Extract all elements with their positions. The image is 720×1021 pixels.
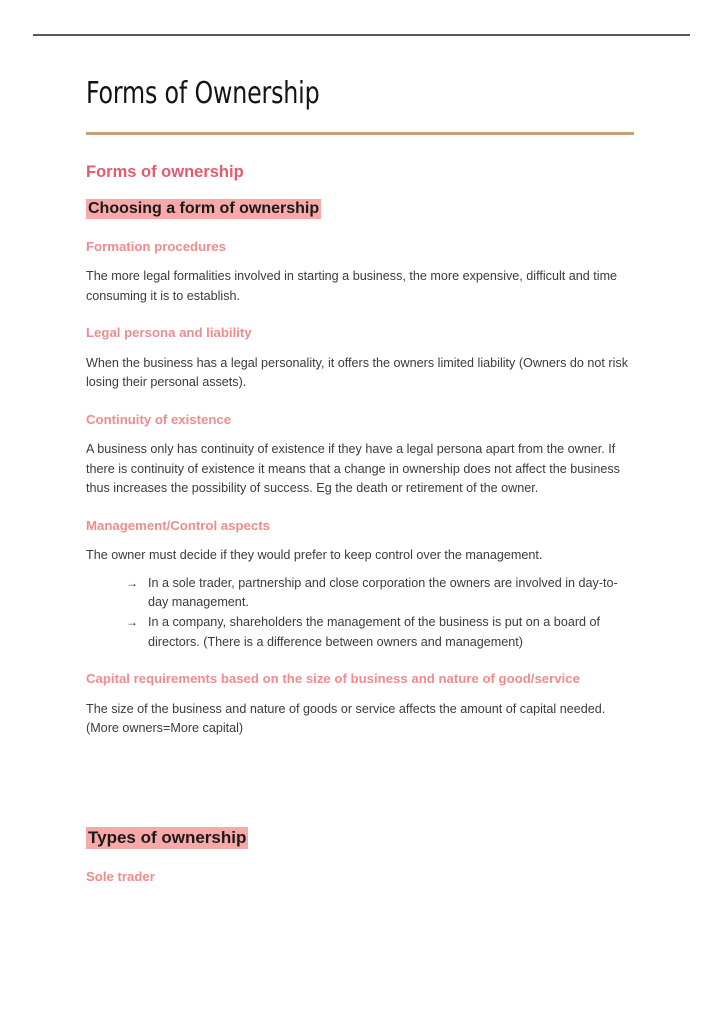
heading-types-highlight-text: Types of ownership: [88, 827, 247, 847]
heading-formation-procedures: Formation procedures: [86, 238, 226, 254]
document-content: [86, 76, 634, 886]
heading-choosing-highlight-text: Choosing a form of ownership: [88, 200, 320, 218]
heading-choosing-a-form-of-ownership: [86, 198, 634, 220]
heading-forms-of-ownership: Forms of ownership: [86, 162, 244, 181]
top-divider-rule: [33, 34, 690, 36]
heading-management-control-aspects: Management/Control aspects: [86, 517, 270, 533]
arrow-right-icon: →: [126, 575, 138, 590]
title-accent-rule: [86, 132, 634, 135]
list-item: [126, 613, 634, 652]
arrow-right-icon: →: [126, 615, 138, 630]
heading-sole-trader: Sole trader: [86, 868, 155, 884]
paragraph-management-control-aspects: The owner must decide if they would prefer to keep control over the management.: [86, 548, 543, 563]
list-item: [126, 574, 634, 613]
list-item-label: In a company, shareholders the management of the business is put on a board of directors. (There is a difference between owners and management): [148, 615, 601, 649]
paragraph-formation-procedures: The more legal formalities involved in starting a business, the more expensive, difficult and time consuming it is to establish.: [86, 269, 618, 303]
heading-capital-requirements: Capital requirements based on the size of business and nature of good/service: [86, 671, 580, 687]
heading-types-of-ownership: [86, 827, 634, 850]
section-spacer: [86, 739, 634, 827]
management-bullet-list: [86, 574, 634, 653]
paragraph-legal-persona-and-liability: When the business has a legal personality, it offers the owners limited liability (Owners do not risk losing their personal assets).: [86, 355, 629, 390]
page-title: Forms of Ownership: [86, 76, 320, 111]
heading-legal-persona-and-liability: Legal persona and liability: [86, 325, 252, 341]
heading-continuity-of-existence: Continuity of existence: [86, 411, 232, 427]
list-item-label: In a sole trader, partnership and close corporation the owners are involved in day-to-day management.: [148, 575, 618, 610]
paragraph-capital-requirements: The size of the business and nature of goods or service affects the amount of capital needed. (More owners=More capital): [86, 701, 606, 736]
paragraph-continuity-of-existence: A business only has continuity of existence if they have a legal persona apart from the owner. If there is continuity of existence it means that a change in ownership does not affect the business thus increases the possibility of success. Eg the death or retirement of the owner.: [86, 442, 620, 496]
